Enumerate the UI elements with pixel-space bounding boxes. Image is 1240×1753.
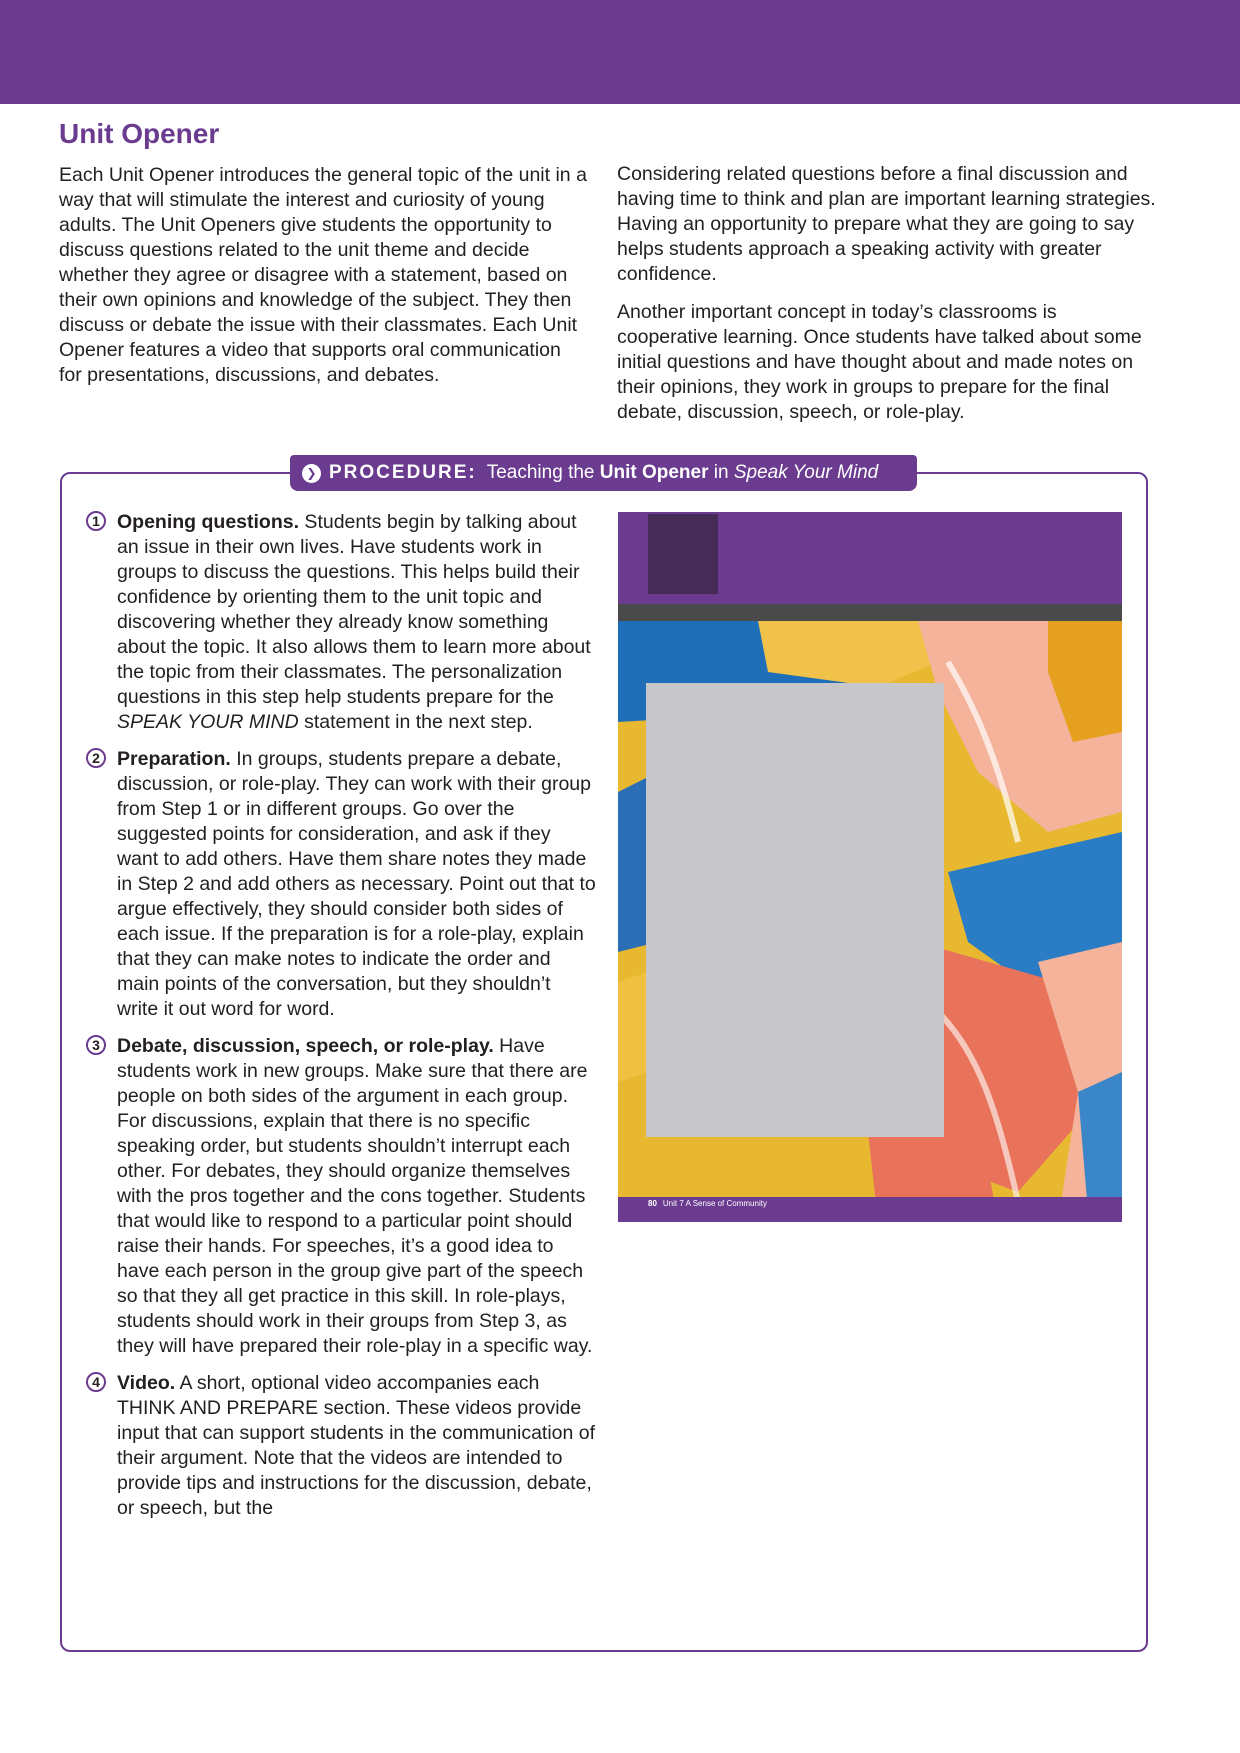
procedure-steps [86,510,596,1533]
thumbnail-strip [618,604,1122,621]
procedure-text: in [713,462,729,483]
procedure-step [86,1034,596,1359]
thumbnail-footer-text: Unit 7 A Sense of Community [662,1199,767,1208]
step-title: Opening questions. [117,511,300,533]
step-italic: SPEAK YOUR MIND [117,711,299,733]
intro-right-column [617,162,1157,438]
thumbnail-footer [618,1197,1122,1222]
procedure-step [86,747,596,1022]
step-number: 2 [86,748,106,768]
step-title: Preparation. [117,748,231,770]
step-text: In groups, students prepare a debate, discussion, or role-play. They can work with their group from Step 1 or in different groups. Go over the suggested points for consideration, and ask if they want to add others. Have them share notes they made in Step 2 and add others as necessary. Point out that to argue effectively, they should consider both sides of each issue. If the preparation is for a role-play, explain that they can make notes to indicate the order and main points of the conversation, but they shouldn’t write it out word for word. [117,748,596,1020]
thumbnail-text-panel [646,683,944,1137]
procedure-step [86,1371,596,1521]
thumbnail-page-number: 80 [648,1199,657,1208]
thumbnail-logo [648,514,718,594]
section-title: Unit Opener [59,118,220,149]
procedure-label: PROCEDURE: [329,462,477,483]
step-number: 1 [86,511,106,531]
step-title: Debate, discussion, speech, or role-play. [117,1035,494,1057]
procedure-step [86,510,596,735]
step-text: Have students work in new groups. Make sure that there are people on both sides of the argument in each group. For discussions, explain that there is no specific speaking order, but students shouldn’t interrupt each other. For debates, they should organize themselves with the pros together and the cons together. Students that would like to respond to a particular point should raise their hands. For speeches, it’s a good idea to have each person in the group give part of the speech so that they all get practice in this skill. In role-plays, students should work in their groups from Step 3, as they will have prepared their role-play in a specific way. [117,1035,593,1357]
step-number: 3 [86,1035,106,1055]
procedure-italic: Speak Your Mind [733,462,879,483]
step-text: A short, optional video accompanies each THINK AND PREPARE section. These videos provide input that can support students in the communication of their argument. Note that the videos are intended to provide tips and instructions for the discussion, debate, or speech, but the [117,1372,596,1519]
intro-paragraph: Considering related questions before a final discussion and having time to think and plan are important learning strategies. Having an opportunity to prepare what they are going to say helps students approach a speaking activity with greater confidence. [617,163,1156,285]
top-banner [0,0,1240,104]
step-title: Video. [117,1372,176,1394]
step-number: 4 [86,1372,106,1392]
chevron-circle-icon: ❯ [302,464,321,483]
step-text: statement in the next step. [298,711,533,733]
step-text: Students begin by talking about an issue in their own lives. Have students work in groups to discuss the questions. This helps build their confidence by orienting them to the unit topic and discovering whether they already know something about the topic. It also allows them to learn more about the topic from their classmates. The personalization questions in this step help students prepare for the [117,511,591,708]
intro-paragraph: Each Unit Opener introduces the general topic of the unit in a way that will stimulate the interest and curiosity of young adults. The Unit Openers give students the opportunity to discuss questions related to the unit theme and decide whether they agree or disagree with a statement, based on their own opinions and knowledge of the subject. They then discuss or debate the issue with their classmates. Each Unit Opener features a video that supports oral communication for presentations, discussions, and debates. [59,164,587,386]
intro-left-column [59,163,589,401]
book-page-thumbnail [618,512,1122,1222]
procedure-heading [290,455,917,491]
procedure-text: Teaching the [486,462,595,483]
intro-paragraph: Another important concept in today’s classrooms is cooperative learning. Once students have talked about some initial questions and have thought about and made notes on their opinions, they work in groups to prepare for the final debate, discussion, speech, or role-play. [617,301,1142,423]
procedure-bold: Unit Opener [599,462,709,483]
